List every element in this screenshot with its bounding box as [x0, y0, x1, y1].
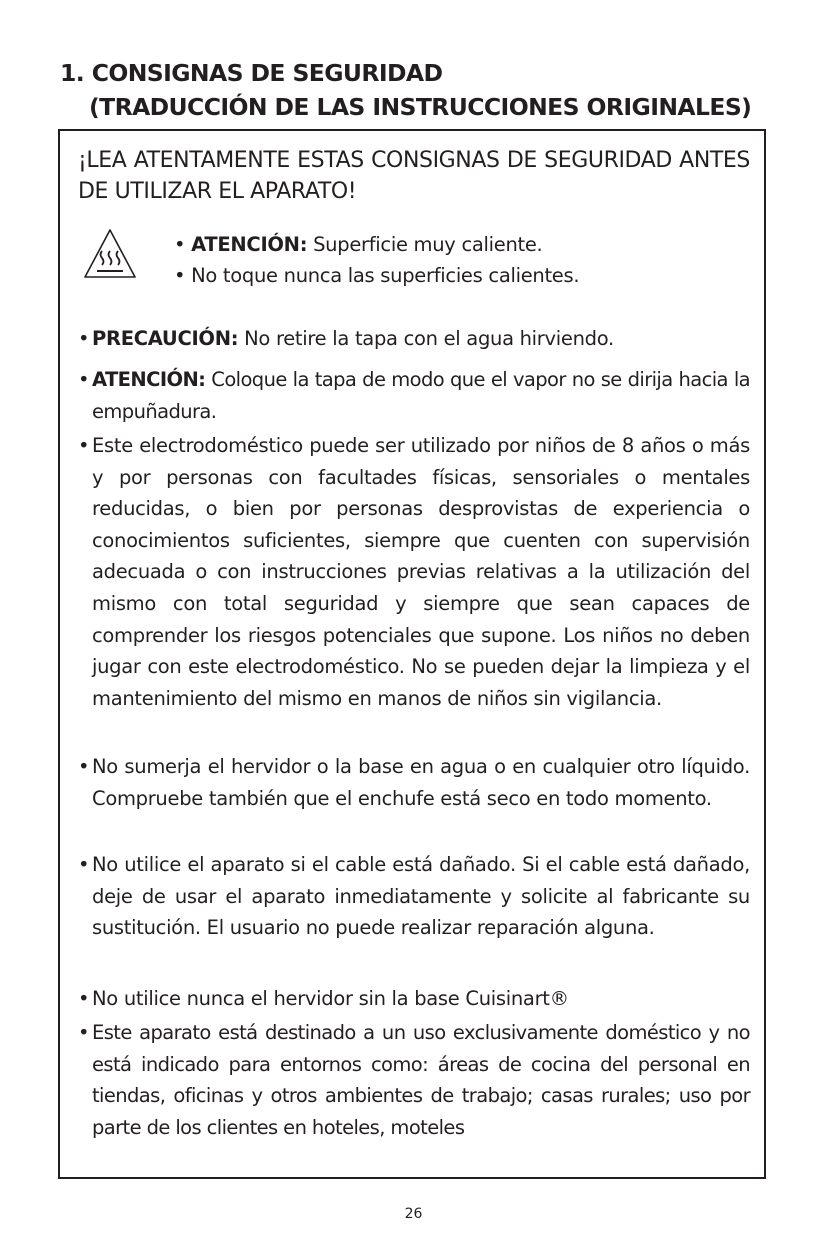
list-item: • ATENCIÓN: Coloque la tapa de modo que el vapor no se dirija hacia la empuñadura.	[78, 364, 750, 427]
list-item: • No sumerja el hervidor o la base en agua o en cualquier otro líquido. Compruebe también que el enchufe está seco en todo momento.	[78, 751, 750, 814]
section-title-line1: CONSIGNAS DE SEGURIDAD	[91, 59, 443, 87]
list-item: • No utilice nunca el hervidor sin la base Cuisinart®	[78, 983, 750, 1015]
bullet-dot: •	[78, 434, 90, 457]
bullet-dot: •	[78, 853, 90, 876]
list-item: • Este aparato está destinado a un uso exclusivamente doméstico y no está indicado para entornos como: áreas de cocina del personal en tiendas, oficinas y otros ambientes de trabajo; casas rurales; uso por parte de los clientes en hoteles, moteles	[78, 1017, 750, 1143]
bullet-dot: •	[78, 987, 90, 1010]
intro-text: ¡LEA ATENTAMENTE ESTAS CONSIGNAS DE SEGURIDAD ANTES DE UTILIZAR EL APARATO!	[78, 148, 750, 204]
bullet-dot: •	[78, 327, 90, 350]
list-item: • No utilice el aparato si el cable está dañado. Si el cable está dañado, deje de usar el aparato inmediatamente y solicite al fabricante su sustitución. El usuario no puede realizar reparación alguna.	[78, 849, 750, 944]
warning-line-2: • No toque nunca las superficies calientes.	[174, 264, 580, 287]
section-number: 1.	[60, 59, 85, 87]
safety-box	[58, 129, 766, 1179]
page-number: 26	[404, 1206, 423, 1222]
bullet-dot: •	[78, 1021, 90, 1044]
list-item: • PRECAUCIÓN: No retire la tapa con el agua hirviendo.	[78, 323, 750, 355]
warning-text	[174, 229, 579, 291]
bullet-dot: •	[78, 368, 90, 391]
section-heading	[60, 56, 780, 124]
list-item: • Este electrodoméstico puede ser utilizado por niños de 8 años o más y por personas con facultades físicas, sensoriales o mentales reducidas, o bien por personas desprovistas de experiencia o conocimientos suficientes, siempre que cuenten con supervisión adecuada o con instrucciones previas relativas a la utilización del mismo con total seguridad y siempre que sean capaces de comprender los riesgos potenciales que supone. Los niños no deben jugar con este electrodoméstico. No se pueden dejar la limpieza y el mantenimiento del mismo en manos de niños sin vigilancia.	[78, 430, 750, 714]
bullet-dot: •	[78, 755, 90, 778]
warning-line-1: • ATENCIÓN: Superficie muy caliente.	[174, 233, 543, 256]
hot-surface-warning-icon	[82, 227, 138, 281]
section-title-line2: (TRADUCCIÓN DE LAS INSTRUCCIONES ORIGINALES)	[89, 93, 752, 121]
